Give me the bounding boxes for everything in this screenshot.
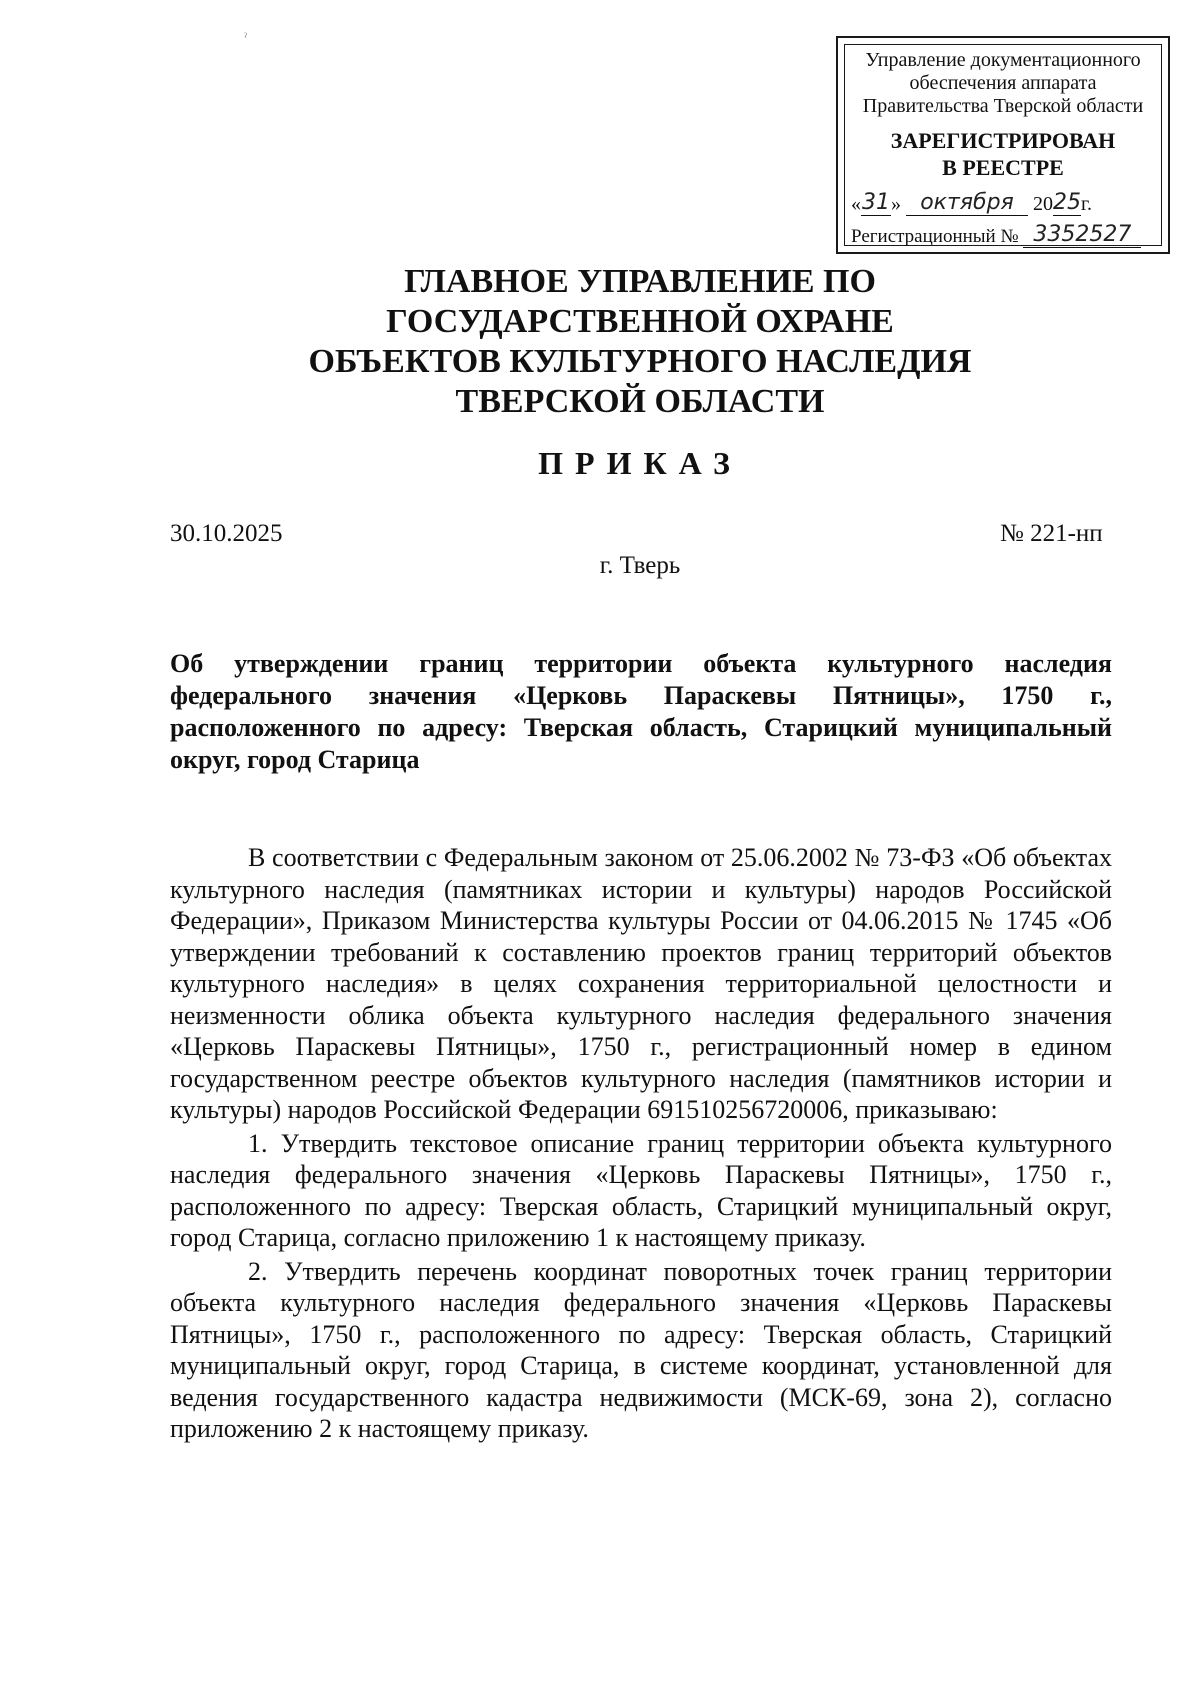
document-city: г. Тверь [599, 552, 681, 579]
organization-name-line: ОБЪЕКТОВ КУЛЬТУРНОГО НАСЛЕДИЯ [308, 343, 972, 380]
stamp-date-day: 31 [862, 190, 890, 215]
registration-stamp [836, 36, 1170, 254]
stamp-department [845, 49, 1161, 118]
document-subject: Об утверждении границ территории объекта культурного наследия федерального значения «Церковь Параскевы Пятницы», 1750 г., расположенного по адресу: Тверская область, Старицкий муниципальный округ, город Старица [170, 649, 1112, 774]
document-body [170, 842, 1112, 1447]
stamp-registered-line: В РЕЕСТРЕ [942, 155, 1064, 180]
organization-name-line: ГЛАВНОЕ УПРАВЛЕНИЕ ПО [404, 263, 876, 300]
stamp-number-row [851, 223, 1155, 251]
body-preamble: В соответствии с Федеральным законом от 25.06.2002 № 73-ФЗ «Об объектах культурного наследия (памятниках истории и культуры) народов Российской Федерации», Приказом Министерства культуры России от 04.06.2015 № 1745 «Об утверждении требований к составлению проектов границ территорий объектов культурного наследия» в целях сохранения территориальной целостности и неизменности облика объекта культурного наследия федерального значения «Церковь Параскевы Пятницы», 1750 г., регистрационный номер в едином государственном реестре объектов культурного наследия (памятников истории и культуры) народов Российской Федерации 691510256720006, приказываю: [170, 843, 1112, 1124]
stamp-number-label: Регистрационный № [851, 226, 1019, 247]
stamp-registered-line: ЗАРЕГИСТРИРОВАН [890, 128, 1116, 153]
body-item-2: 2. Утвердить перечень координат поворотных точек границ территории объекта культурного наследия федерального значения «Церковь Параскевы Пятницы», 1750 г., расположенного по адресу: Тверская область, Старицкий муниципальный округ, город Старица, в системе координат, установленной для ведения государственного кадастра недвижимости (МСК-69, зона 2), согласно приложению 2 к настоящему приказу. [170, 1256, 1112, 1443]
document-number: № 221-нп [1000, 520, 1103, 547]
organization-name [0, 262, 1200, 422]
organization-name-line: ТВЕРСКОЙ ОБЛАСТИ [455, 383, 825, 420]
stamp-date-month: октября [906, 191, 1028, 216]
stamp-department-line: обеспечения аппарата [909, 72, 1097, 94]
stamp-registered-label [845, 127, 1161, 181]
organization-name-line: ГОСУДАРСТВЕННОЙ ОХРАНЕ [386, 303, 894, 340]
stamp-date-year-suffix: 25 [1053, 190, 1081, 215]
stamp-date-close-quote: » [891, 193, 901, 215]
stamp-number-value: 3352527 [1023, 223, 1141, 248]
scan-speck: ˀ [244, 30, 247, 44]
document-date: 30.10.2025 [170, 520, 283, 547]
body-item-1: 1. Утвердить текстовое описание границ территории объекта культурного наследия федерального значения «Церковь Параскевы Пятницы», 1750 г., расположенного по адресу: Тверская область, Старицкий муниципальный округ, город Старица, согласно приложению 1 к настоящему приказу. [170, 1128, 1112, 1252]
stamp-department-line: Правительства Тверской области [862, 95, 1144, 117]
stamp-inner-frame [844, 44, 1162, 246]
stamp-department-line: Управление документационного [865, 49, 1141, 71]
stamp-date-year-prefix: 20 [1033, 193, 1053, 215]
document-type: ПРИКАЗ [538, 445, 742, 481]
stamp-date-year-abbr: г. [1081, 193, 1092, 215]
stamp-date-open-quote: « [851, 193, 861, 215]
stamp-date-row [851, 191, 1155, 219]
